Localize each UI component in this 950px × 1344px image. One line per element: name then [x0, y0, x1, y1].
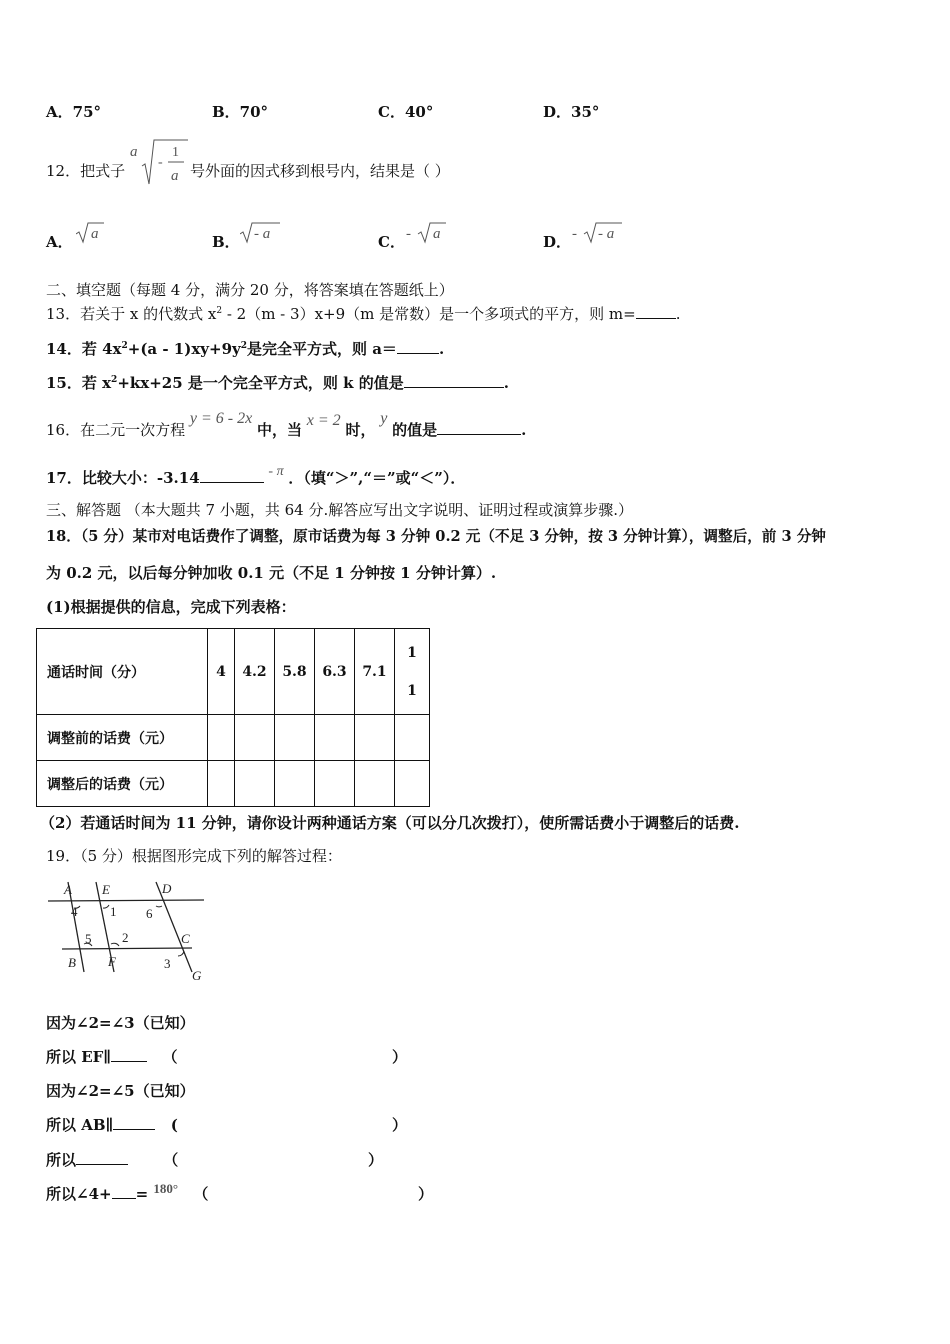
table-row-after-label: 调整后的话费（元） — [37, 761, 208, 807]
q15-blank — [404, 373, 504, 388]
q12-den: a — [171, 168, 179, 184]
q19-step-3: 因为∠2=∠5（已知） — [46, 1082, 195, 1100]
q16-var: y — [380, 410, 388, 427]
table-time-2: 4.2 — [235, 629, 275, 715]
q19-title: 19．（5 分）根据图形完成下列的解答过程： — [46, 847, 342, 865]
fig-label-f: F — [108, 954, 116, 969]
fig-label-d: D — [162, 881, 172, 896]
svg-text:-: - — [406, 226, 411, 242]
q12-radical-expression — [130, 136, 190, 188]
svg-text:- a: - a — [254, 226, 271, 242]
table-cell — [235, 761, 275, 807]
svg-text:-: - — [572, 226, 577, 242]
svg-text:a: a — [433, 226, 441, 242]
q16: 16．在二元一次方程 y = 6 - 2x 中，当 x = 2 时， y 的值是 . — [46, 410, 527, 439]
q12-suffix: 号外面的因式移到根号内，结果是（ ） — [190, 162, 450, 180]
q13: 13．若关于 x 的代数式 $x^2 - 2(m - 3)x+9(m$ 是常数）是一个多项式的平方，则 m= . — [46, 305, 681, 323]
q19-step-2: 所以 EF∥ （ ） — [46, 1048, 408, 1066]
q12-option-b-letter: B． — [212, 233, 240, 251]
table-time-5: 7.1 — [355, 629, 395, 715]
fig-label-3: 3 — [164, 956, 171, 971]
fig-label-1: 1 — [110, 904, 117, 919]
table-cell — [275, 715, 315, 761]
q18-sub2: （2）若通话时间为 11 分钟，请你设计两种通话方案（可以分几次拨打），使所需话费小于调整后的话费. — [40, 814, 740, 832]
q12-minus: - — [158, 155, 163, 170]
q16-equation: y = 6 - 2x — [189, 410, 253, 427]
svg-text:a: a — [91, 226, 99, 242]
q19-figure — [44, 876, 214, 986]
table-cell — [235, 715, 275, 761]
table-time-3: 5.8 — [275, 629, 315, 715]
fig-label-4: 4 — [71, 904, 78, 919]
q11-option-c: C．40° — [378, 103, 434, 121]
q19-step-4: 所以 AB∥ ( ） — [46, 1116, 408, 1134]
table-time-6: 1 1 — [395, 629, 430, 715]
q12-prefix: 12．把式子 — [46, 162, 126, 180]
fig-label-e: E — [102, 882, 110, 897]
table-cell — [208, 761, 235, 807]
q17: 17．比较大小：-3.14 - π ．（填“＞”,“＝”或“＜”）． — [46, 464, 466, 487]
q12-option-c-expr — [406, 220, 448, 244]
q12-coef: a — [130, 144, 138, 160]
table-cell — [275, 761, 315, 807]
fig-label-6: 6 — [146, 906, 153, 921]
table-cell — [315, 761, 355, 807]
fig-label-2: 2 — [122, 930, 129, 945]
q11-option-b: B．70° — [212, 103, 269, 121]
q16-blank — [437, 420, 521, 435]
q12-option-c-letter: C． — [378, 233, 405, 251]
q19-step-6: 所以∠4+ = 180° （ ） — [46, 1181, 434, 1203]
q12-option-d-letter: D． — [543, 233, 572, 251]
table-cell — [395, 761, 430, 807]
q13-blank — [636, 304, 676, 319]
table-cell — [355, 715, 395, 761]
q17-blank — [200, 468, 264, 483]
section-3-heading: 三、解答题 （本大题共 7 小题，共 64 分.解答应写出文字说明、证明过程或演算步骤.） — [46, 501, 634, 519]
q12-option-a-expr — [76, 220, 106, 244]
q12-option-d-expr — [572, 220, 624, 244]
q17-expr: - π — [268, 464, 284, 479]
q14: 14．若 $4x^2+(a - 1)xy+9y^2$是完全平方式，则 a＝ . — [46, 340, 445, 358]
table-cell — [315, 715, 355, 761]
q18-sub1: (1)根据提供的信息，完成下列表格： — [46, 598, 296, 616]
svg-text:- a: - a — [598, 226, 615, 242]
fig-label-c: C — [181, 931, 190, 946]
table-cell — [208, 715, 235, 761]
q19-step-2-blank — [111, 1047, 147, 1062]
q12-num: 1 — [172, 145, 179, 160]
q19-step-1: 因为∠2=∠3（已知） — [46, 1014, 195, 1032]
q12-option-b-expr — [240, 220, 282, 244]
q19-step-5-blank — [76, 1150, 128, 1165]
q19-degree: 180° — [153, 1181, 179, 1196]
q18-fee-table — [36, 628, 430, 807]
table-time-4: 6.3 — [315, 629, 355, 715]
q16-condition: x = 2 — [306, 412, 341, 429]
q19-step-4-blank — [113, 1115, 155, 1130]
table-time-1: 4 — [208, 629, 235, 715]
section-2-heading: 二、填空题（每题 4 分，满分 20 分，将答案填在答题纸上） — [46, 281, 454, 299]
q18-line1: 18．（5 分）某市对电话费作了调整，原市话费为每 3 分钟 0.2 元（不足 3 分钟，按 3 分钟计算），调整后，前 3 分钟 — [46, 528, 826, 545]
q18-line2: 为 0.2 元，以后每分钟加收 0.1 元（不足 1 分钟按 1 分钟计算）. — [46, 564, 497, 582]
q11-option-a: A．75° — [46, 103, 102, 121]
q19-step-5: 所以 （ ） — [46, 1151, 384, 1169]
fig-label-5: 5 — [85, 931, 92, 946]
q11-option-d: D．35° — [543, 103, 600, 121]
fig-label-b: B — [68, 955, 76, 970]
fig-label-g: G — [192, 968, 202, 983]
q19-step-6-blank — [112, 1184, 136, 1199]
q12-option-a-letter: A． — [46, 233, 73, 251]
q14-blank — [397, 339, 439, 354]
table-cell — [355, 761, 395, 807]
table-cell — [395, 715, 430, 761]
q15: 15．若 $x^2+kx+25$ 是一个完全平方式，则 k 的值是 . — [46, 374, 509, 392]
table-row-before-label: 调整前的话费（元） — [37, 715, 208, 761]
table-header-label: 通话时间（分） — [37, 629, 208, 715]
fig-label-a: A — [64, 882, 72, 897]
